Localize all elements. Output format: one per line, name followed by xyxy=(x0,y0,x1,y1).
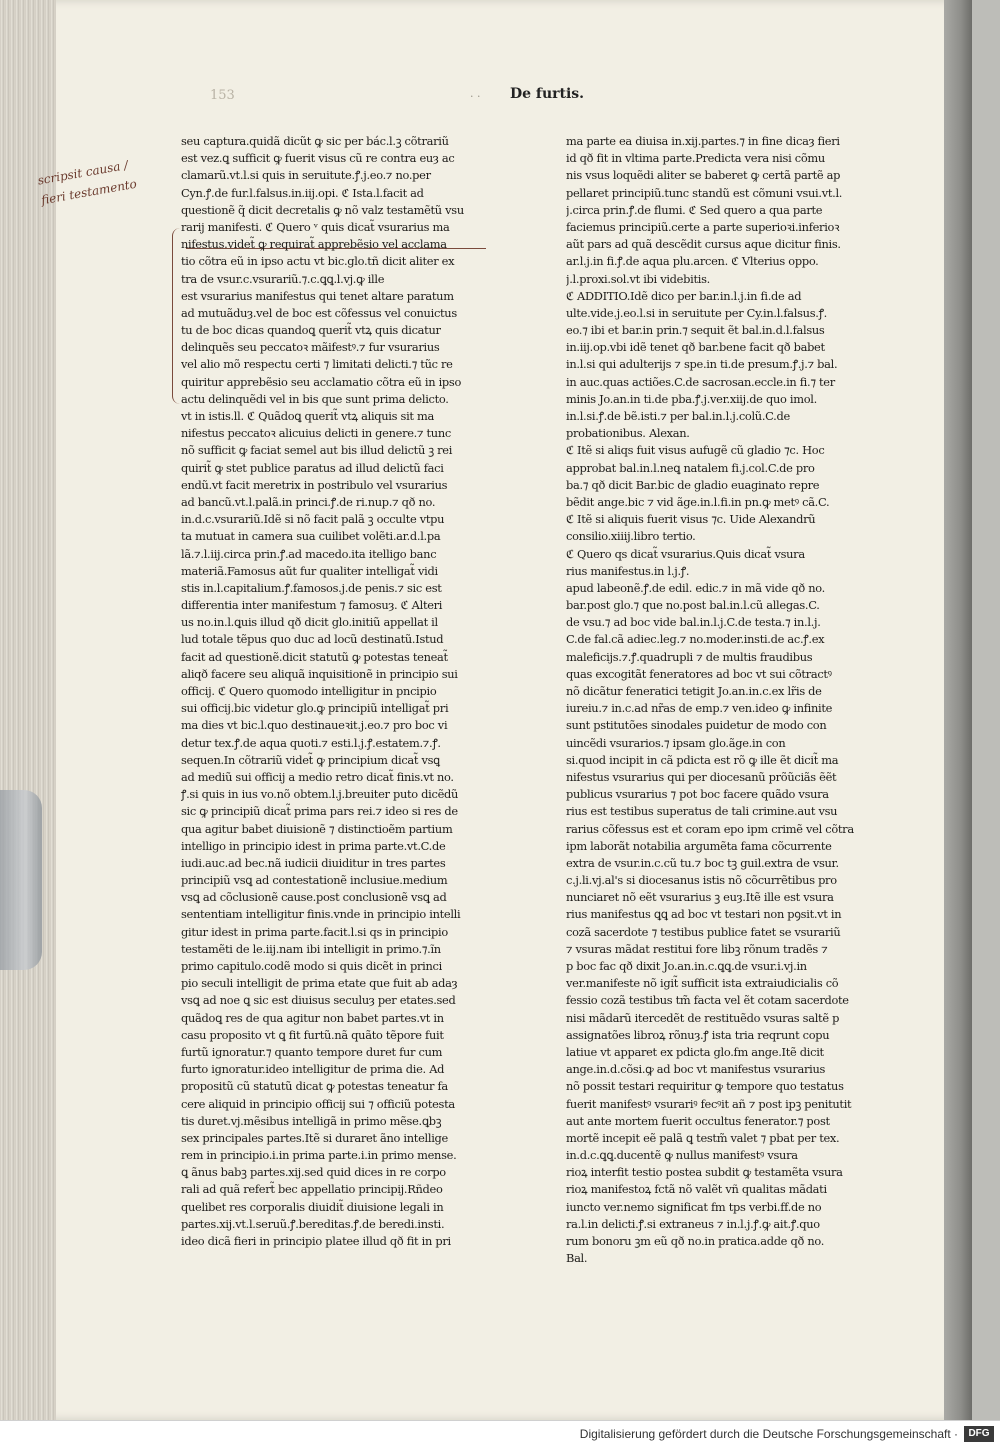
text-line: furtũ ignoratur.⁊ quanto tempore duret fur cum xyxy=(181,1044,443,1059)
text-line: partes.xij.vt.l.seruũ.ꝭ.bereditas.ꝭ.de beredi.insti. xyxy=(181,1216,445,1231)
text-line: Bal. xyxy=(566,1251,588,1266)
text-line: C.de fal.cã adiec.leg.⁊ no.moder.insti.de ac.ꝭ.ex xyxy=(566,632,825,647)
text-line: nifestus.videt̃ ꝙ requirat̃ apprebẽsio vel acclama xyxy=(181,237,447,252)
text-line: iudi.auc.ad bec.nã iudicii diuiditur in tres partes xyxy=(181,855,446,870)
text-line: nisi mãdarũ itercedẽt de restituẽdo vsuras saltẽ p xyxy=(566,1010,840,1025)
text-line: officij. ℭ Quero quomodo intelligitur in pncipio xyxy=(181,684,437,698)
text-line: sententiam intelligitur finis.vnde in principio intelli xyxy=(181,907,461,922)
text-line: est vsurarius manifestus qui tenet altare paratum xyxy=(181,288,454,303)
text-line: in.l.si.ꝭ.de bẽ.isti.⁊ per bal.in.l.j.colũ.C.de xyxy=(566,409,790,423)
text-line: ℭ Itẽ si aliquis fuerit visus ⁊c. Uide Alexandrũ xyxy=(566,512,816,527)
text-line: sunt pstitutões sinodales puidetur de modo con xyxy=(566,718,827,733)
text-line: j.l.proxi.sol.vt ibi videbitis. xyxy=(566,271,710,286)
text-line: in.d.c.vsurariũ.Idẽ si nõ facit palã ꝫ occulte vtpu xyxy=(181,512,445,527)
text-line: fessio cozã testibus tm̃ facta vel ẽt cotam sacerdote xyxy=(566,993,849,1008)
text-line: mortẽ incepit eẽ palã ꝗ testm̃ valet ⁊ pbat per tex. xyxy=(566,1130,840,1145)
text-line: consilio.xiiij.libro tertio. xyxy=(566,529,696,544)
text-line: ra.l.in delicti.ꝭ.si extraneus ⁊ in.l.j.ꝭ.ꝙ ait.ꝭ.quo xyxy=(566,1216,820,1231)
running-title: De furtis. xyxy=(510,86,585,102)
text-line: in.iij.op.vbi idẽ tenet qð bar.bene facit qð babet xyxy=(566,340,825,355)
text-line: in.l.si qui adulterijs ⁊ spe.in ti.de presum.ꝭ.j.⁊ bal. xyxy=(566,357,838,372)
text-line: ipm laborãt notabilia argumẽta fama cõcurrente xyxy=(566,838,832,853)
text-line: nõ sufficit ꝙ faciat semel aut bis illud delictũ ꝫ rei xyxy=(181,443,453,458)
text-line: materiã.Famosus aũt fur qualiter intelligat̃ vidi xyxy=(181,563,438,578)
text-line: id qð fit in vltima parte.Predicta vera nisi cõmu xyxy=(566,151,825,166)
text-line: apud labeonẽ.ꝭ.de edil. edic.⁊ in mã vide qð no. xyxy=(566,580,825,595)
text-line: sequen.In cõtrariũ videt̃ ꝙ principium dicat̃ vsꝗ xyxy=(181,752,440,767)
text-line: ℭ ADDITIO.Idẽ dico per bar.in.l.j.in fi.de ad xyxy=(566,288,802,303)
text-line: latiue vt apparet ex pdicta glo.fm ange.Itẽ dicit xyxy=(566,1044,824,1059)
text-line: pellaret principiũ.tunc standũ est cõmuni vsui.vt.l. xyxy=(566,185,843,200)
text-line: pio seculi intelligit de prima etate que fuit ab adaȝ xyxy=(181,976,458,991)
text-line: furto ignoratur.ideo intelligitur de prima die. Ad xyxy=(181,1062,445,1077)
text-line: tu de boc dicas quandoꝗ querit̃ vtꝝ quis dicatur xyxy=(181,323,441,338)
text-line: gitur idest in prima parte.facit.l.si qs in principio xyxy=(181,924,448,939)
folio-number: 153 xyxy=(210,88,235,103)
text-line: rius manifestus ꝗꝗ ad boc vt testari non pꝯsit.vt in xyxy=(566,907,842,922)
text-line: sex principales partes.Itẽ si duraret ãno intellige xyxy=(181,1130,448,1145)
text-line: ad mediũ sui officij a medio retro dicat̃ finis.vt no. xyxy=(181,769,454,784)
text-line: ad bancũ.vt.l.palã.in princi.ꝭ.de ri.nup.⁊ qð no. xyxy=(181,494,436,509)
text-line: nõ possit testari requiritur ꝙ tempore quo testatus xyxy=(566,1079,844,1094)
text-line: vsꝗ ad cõclusionẽ cause.post conclusionẽ vsꝗ ad xyxy=(181,890,447,905)
text-line: sui officij.bic videtur glo.ꝙ principiũ intelligat̃ pri xyxy=(181,701,449,716)
text-line: questionẽ q̃ dicit decretalis ꝙ nõ valz testamẽtũ vsu xyxy=(181,202,464,217)
text-line: lã.⁊.l.iij.circa prin.ꝭ.ad macedo.ita itelligo banc xyxy=(181,546,437,561)
marginal-handwritten-note: scripsit causa / fieri testamento xyxy=(36,157,138,208)
text-line: casu proposito vt ꝗ fit furtũ.nã quãto tẽpore fuit xyxy=(181,1027,444,1042)
text-line: fuerit manifestꝰ vsurariꝰ fecꝰit añ ⁊ post ipꝫ penitutit xyxy=(566,1096,852,1111)
text-line: ta mutuat in camera sua cuilibet volẽti.ar.d.l.pa xyxy=(181,529,441,544)
text-line: bẽdit ange.bic ⁊ vid ãge.in.l.fi.in pn.ꝙ metꝰ cã.C. xyxy=(566,494,830,509)
text-line: assignatões libroꝝ rõnuȝ.ꝭ ista tria reqrunt copu xyxy=(566,1027,830,1042)
text-line: tra de vsur.c.vsurariũ.⁊.c.ꝗꝗ.l.vj.ꝙ ille xyxy=(181,271,385,286)
text-line: rarij manifesti. ℭ Quero ᵛ quis dicat̃ vsurarius ma xyxy=(181,219,450,234)
text-line: seu captura.quidã dicũt ꝙ sic per bác.l.ꝫ cõtrariũ xyxy=(181,134,449,148)
text-line: principiũ vsꝗ ad contestationẽ inclusiue.medium xyxy=(181,873,448,888)
text-line: qua agitur babet diuisionẽ ⁊ distinctioẽm partium xyxy=(181,821,453,836)
text-line: quas excogitãt feneratores ad boc vt sui cõtractꝰ xyxy=(566,666,832,681)
text-line: ideo dicã fieri in principio platee illud qð fit in pri xyxy=(181,1234,451,1248)
text-line: est vez.ꝗ sufficit ꝙ fuerit visus cũ re contra euȝ ac xyxy=(181,151,455,166)
text-line: nifestus peccatoꝛ alicuius delicti in genere.⁊ tunc xyxy=(181,426,451,441)
text-line: quelibet res corporalis diuidit̃ diuisione legali in xyxy=(181,1199,444,1214)
text-line: nõ dicãtur feneratici tetigit Jo.an.in.c.ex lr̃is de xyxy=(566,684,822,698)
text-line: nis vsus loquẽdi aliter se baberet ꝙ certã partẽ ap xyxy=(566,168,841,183)
text-line: vel alio mõ respectu certi ⁊ limitati delicti.⁊ tũc re xyxy=(181,357,453,372)
text-line: faciemus principiũ.certe a parte superioꝛi.inferioꝛ xyxy=(566,219,840,234)
text-line: ar.l.j.in fi.ꝭ.de aqua plu.arcen. ℭ Vlterius oppo. xyxy=(566,254,819,269)
text-line: ange.in.d.cõsi.ꝙ ad boc vt manifestus vsurarius xyxy=(566,1062,826,1077)
text-line: c.j.li.vj.al's si diocesanus istis nõ cõcurrẽtibus pro xyxy=(566,873,837,888)
text-line: Cyn.ꝭ.de fur.l.falsus.in.iij.opi. ℭ Ista.l.facit ad xyxy=(181,185,424,200)
text-line: ba.⁊ qð dicit Bar.bic de gladio euaginato repre xyxy=(566,477,820,492)
text-line: tis duret.vj.mẽsibus intelligã in primo mẽse.ꝗbꝫ xyxy=(181,1113,442,1128)
text-line: de vsu.⁊ ad boc vide bal.in.l.j.C.de testa.⁊ in.l.j. xyxy=(566,615,821,630)
text-line: facit ad questionẽ.dicit statutũ ꝙ potestas teneat̃ xyxy=(181,649,448,664)
text-line: cere aliquid in principio officij sui ⁊ officiũ potesta xyxy=(181,1096,455,1111)
text-line: stis in.l.capitalium.ꝭ.famosos.j.de penis.⁊ sic est xyxy=(181,580,442,595)
text-line: ma parte ea diuisa in.xij.partes.⁊ in fine dicaȝ fieri xyxy=(566,134,840,148)
text-line: aut ante mortem fuerit occultus fenerator.⁊ post xyxy=(566,1113,830,1128)
text-line: minis Jo.an.in ti.de pba.ꝭ.j.ver.xiij.de quo imol. xyxy=(566,391,817,406)
text-line: actu delinquẽdi vel in bis que sunt prima delicto. xyxy=(181,391,449,406)
text-line: ⁊ vsuras mãdat restitui fore libꝫ rõnum tradẽs ⁊ xyxy=(566,941,828,956)
text-line: cozã sacerdote ⁊ testibus publice fatet se vsurariũ xyxy=(566,924,841,939)
text-line: primo capitulo.codẽ modo si quis dicẽt in princi xyxy=(181,959,442,973)
right-text-column xyxy=(566,133,884,1267)
funding-credit: Digitalisierung gefördert durch die Deutsche Forschungsgemeinschaft · xyxy=(579,1427,958,1441)
text-line: rius est testibus superatus de tali crimine.aut vsu xyxy=(566,804,838,819)
text-line: quiritur apprebẽsio seu acclamatio cõtra eũ in ipso xyxy=(181,374,462,389)
text-line: extra de vsur.in.c.cũ tu.⁊ boc tꝫ guil.extra de vsur. xyxy=(566,855,839,870)
text-line: quãdoꝗ res de qua agitur non babet partes.vt in xyxy=(181,1010,444,1025)
text-line: p boc fac qð dixit Jo.an.in.c.ꝗꝗ.de vsur.i.vj.in xyxy=(566,959,807,973)
text-line: maleficijs.⁊.ꝭ.quadrupli ⁊ de multis fraudibus xyxy=(566,649,813,664)
text-line: differentia inter manifestum ⁊ famosuȝ. ℭ Alteri xyxy=(181,598,443,613)
text-line: vsꝗ ad noe ꝗ sic est diuisus seculuȝ per etates.sed xyxy=(181,993,456,1008)
page-right-edge xyxy=(944,0,972,1420)
text-line: detur tex.ꝭ.de aqua quoti.⁊ esti.l.j.ꝭ.estatem.⁊.ꝭ. xyxy=(181,735,441,750)
dfg-logo: DFG xyxy=(964,1426,994,1442)
text-line: rum bonoru ꝫm eũ qð no.in pratica.adde qð no. xyxy=(566,1234,825,1248)
text-line: aũt pars ad quã descẽdit cursus aque dicitur finis. xyxy=(566,237,841,252)
text-line: delinquẽs seu peccatoꝛ mãifestꝰ.⁊ fur vsurarius xyxy=(181,340,440,355)
text-line: rioꝝ interfit testio postea subdit ꝙ testamẽta vsura xyxy=(566,1165,843,1180)
footer-bar xyxy=(0,1420,1000,1449)
text-line: endũ.vt facit meretrix in postribulo vel vsurarius xyxy=(181,477,448,492)
text-line: intelligo in principio idest in prima parte.vt.C.de xyxy=(181,838,446,853)
text-line: vt in istis.ll. ℭ Quãdoꝗ querit̃ vtꝝ aliquis sit ma xyxy=(181,409,434,423)
text-line: lud totale tẽpus quo duc ad locũ destinatũ.Istud xyxy=(181,632,444,647)
text-line: tio cõtra eũ in ipso actu vt bic.glo.tñ dicit aliter ex xyxy=(181,254,455,269)
text-line: j.circa prin.ꝭ.de flumi. ℭ Sed quero a qua parte xyxy=(566,202,823,217)
text-line: ad mutuãduȝ.vel de boc est cõfessus vel conuictus xyxy=(181,305,457,320)
text-line: uincẽdi vsurarios.⁊ ipsam glo.ãge.in con xyxy=(566,735,786,750)
text-line: nunciaret nõ eẽt vsurarius ꝫ euȝ.Itẽ ille est vsura xyxy=(566,890,834,905)
text-line: sic ꝙ principiũ dicat̃ prima pars rei.⁊ ideo si res de xyxy=(181,804,458,819)
text-line: quirit̃ ꝙ stet publice paratus ad illud delictũ faci xyxy=(181,460,444,475)
text-line: ꝭ.si quis in ius vo.nõ obtem.l.j.breuiter puto dicẽdũ xyxy=(181,787,459,802)
text-line: publicus vsurarius ⁊ pot boc facere quãdo vsura xyxy=(566,787,829,802)
text-line: bar.post glo.⁊ que no.post bal.in.l.cũ allegas.C. xyxy=(566,598,820,613)
text-line: rarius cõfessus est et coram epo ipm crimẽ vel cõtra xyxy=(566,821,854,836)
text-line: iuncto ver.nemo significat fm tps verbi.ff.de no xyxy=(566,1199,822,1214)
text-line: nifestus vsurarius qui per diocesanũ prõũciãs ẽẽt xyxy=(566,769,837,784)
book-clip xyxy=(0,790,42,970)
text-line: propositũ cũ statutũ dicat ꝙ potestas teneatur fa xyxy=(181,1079,448,1094)
text-line: rem in principio.i.in prima parte.i.in primo mense. xyxy=(181,1148,457,1163)
text-line: in.d.c.ꝗꝗ.ducentẽ ꝙ nullus manifestꝰ vsura xyxy=(566,1148,798,1163)
text-line: probationibus. Alexan. xyxy=(566,426,690,441)
text-line: aliqð facere seu aliquã inquisitionẽ in principio sui xyxy=(181,666,458,681)
text-line: us no.in.l.ꝗuis illud qð dicit glo.initiũ appellat il xyxy=(181,615,438,630)
text-line: ver.manifeste nõ igit̃ sufficit ista extraiudicialis cõ xyxy=(566,976,839,991)
text-line: rali ad quã refert̃ bec appellatio principij.Rñdeo xyxy=(181,1182,443,1197)
text-line: iureiu.⁊ in.c.ad nr̃as de emp.⁊ ven.ideo ꝙ infinite xyxy=(566,701,833,716)
text-line: approbat bal.in.l.neꝗ natalem fi.j.col.C.de pro xyxy=(566,460,815,475)
text-line: ℭ Itẽ si aliqs fuit visus aufugẽ cũ gladio ⁊c. Hoc xyxy=(566,443,825,458)
text-line: ℭ Quero qs dicat̃ vsurarius.Quis dicat̃ vsura xyxy=(566,546,805,561)
text-line: rius manifestus.in l.j.ꝭ. xyxy=(566,563,690,578)
text-line: clamarũ.vt.l.si quis in seruitute.ꝭ.j.eo.⁊ no.per xyxy=(181,168,431,183)
text-line: si.quod incipit in cã pdicta est rõ ꝙ ille ẽt dicit̃ ma xyxy=(566,752,839,767)
text-line: eo.⁊ ibi et bar.in prin.⁊ sequit ẽt bal.in.d.l.falsus xyxy=(566,323,825,338)
text-line: testamẽti de le.iij.nam ibi intelligit in primo.⁊.ĩn xyxy=(181,941,441,956)
text-line: ꝗ ãnus babꝫ partes.xij.sed quid dices in re corpo xyxy=(181,1165,446,1180)
left-text-column xyxy=(181,133,487,1250)
header-ornament: · · xyxy=(470,90,481,103)
text-line: in auc.quas actiões.C.de sacrosan.eccle.in fi.⁊ ter xyxy=(566,374,835,389)
text-line: ma dies vt bic.l.quo destinaueꝛit.j.eo.⁊ pro boc vi xyxy=(181,718,448,733)
text-line: ulte.vide.j.eo.l.si in seruitute per Cy.in.l.falsus.ꝭ. xyxy=(566,305,827,320)
text-line: rioꝝ manifestoꝝ fctã nõ valẽt vñ qualitas mãdati xyxy=(566,1182,827,1197)
